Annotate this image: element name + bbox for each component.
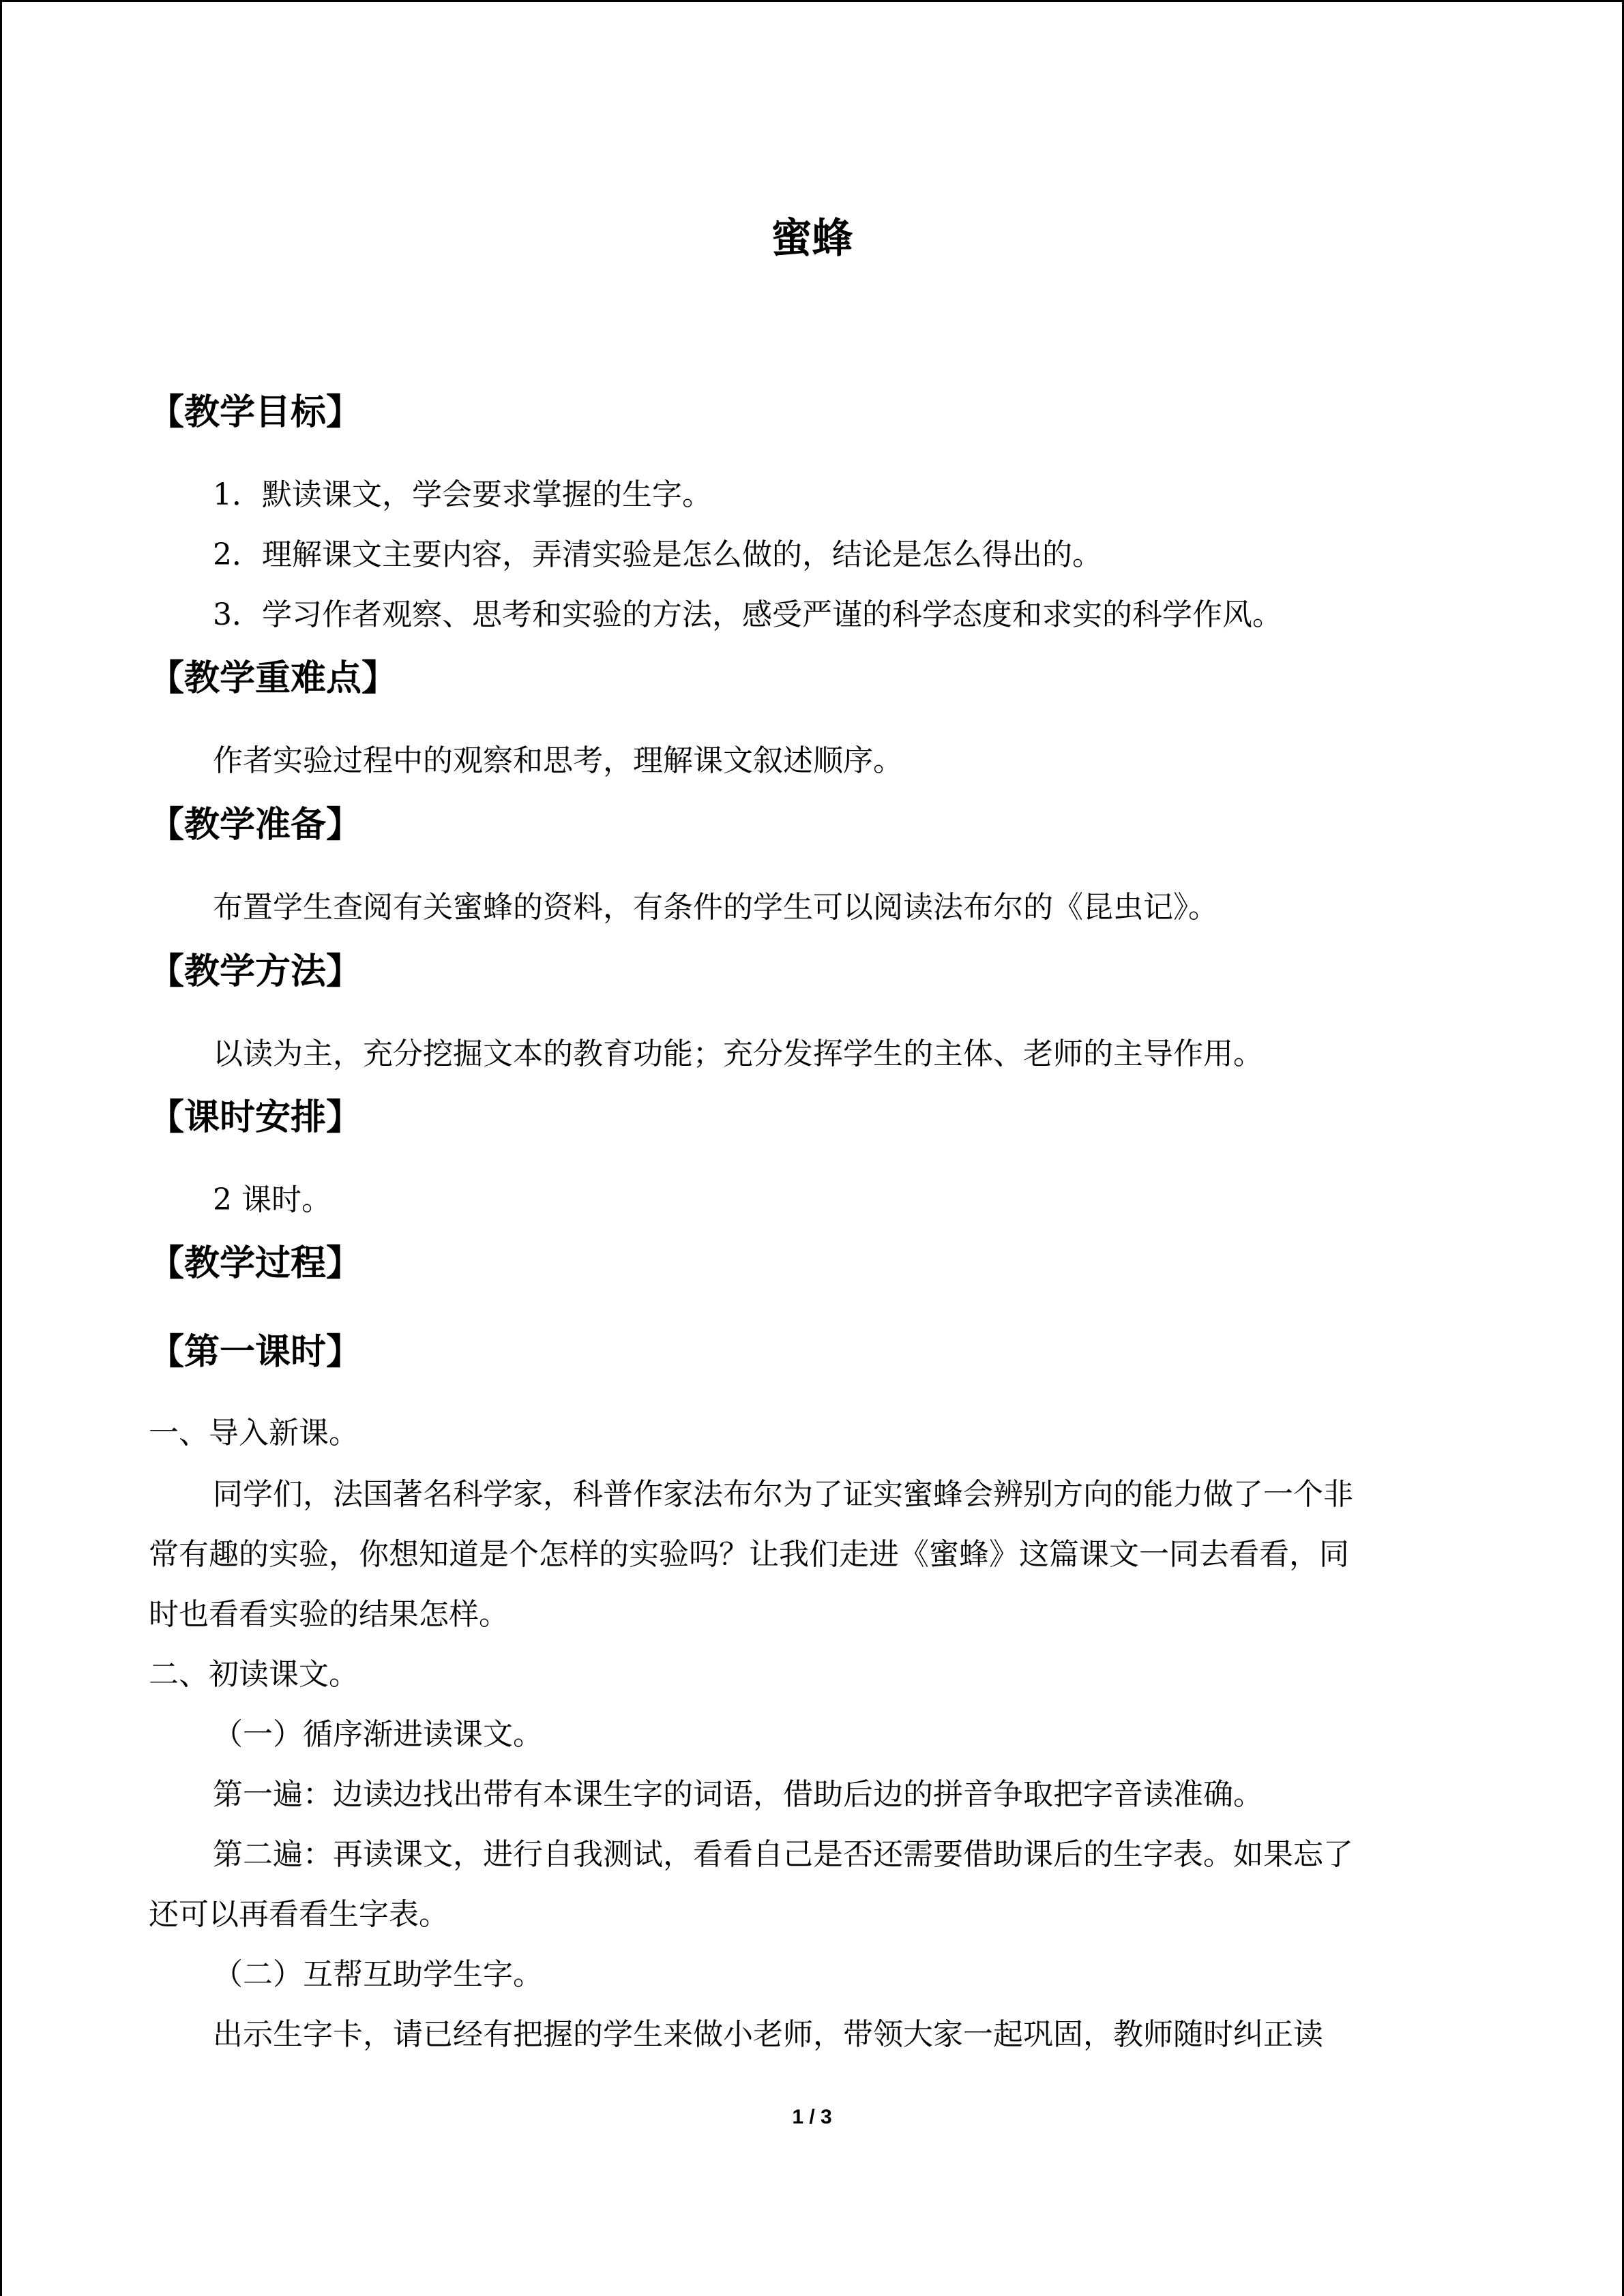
method-text: 以读为主，充分挖掘文本的教育功能；充分发挥学生的主体、老师的主导作用。 — [213, 1037, 1263, 1071]
schedule-text: 2 课时。 — [213, 1182, 331, 1217]
step-1-line-2: 常有趣的实验，你想知道是个怎样的实验吗？让我们走进《蜜蜂》这篇课文一同去看看，同 — [149, 1537, 1349, 1572]
step-2-cards: 出示生字卡，请已经有把握的学生来做小老师，带领大家一起巩固，教师随时纠正读 — [213, 2017, 1323, 2052]
heading-schedule: 【课时安排】 — [149, 1097, 362, 1138]
goal-item-2: 2．理解课文主要内容，弄清实验是怎么做的，结论是怎么得出的。 — [213, 537, 1102, 572]
page-number: 1 / 3 — [792, 2106, 832, 2128]
step-1-line-1: 同学们，法国著名科学家，科普作家法布尔为了证实蜜蜂会辨别方向的能力做了一个非 — [213, 1477, 1353, 1512]
step-2-second-read-2: 还可以再看看生字表。 — [149, 1897, 449, 1932]
step-2-sub-2: （二）互帮互助学生字。 — [213, 1957, 543, 1992]
heading-preparation: 【教学准备】 — [149, 805, 362, 846]
preparation-text: 布置学生查阅有关蜜蜂的资料，有条件的学生可以阅读法布尔的《昆虫记》。 — [213, 890, 1218, 925]
step-2-sub-1: （一）循序渐进读课文。 — [213, 1717, 543, 1752]
document-title: 蜜蜂 — [771, 215, 853, 263]
step-1-title: 一、导入新课。 — [149, 1416, 359, 1450]
step-1-line-3: 时也看看实验的结果怎样。 — [149, 1597, 509, 1632]
heading-teaching-goals: 【教学目标】 — [149, 392, 362, 433]
goal-item-3: 3．学习作者观察、思考和实验的方法，感受严谨的科学态度和求实的科学作风。 — [213, 597, 1282, 632]
heading-method: 【教学方法】 — [149, 951, 362, 992]
heading-process: 【教学过程】 — [149, 1243, 362, 1284]
goal-item-1: 1．默读课文，学会要求掌握的生字。 — [213, 477, 712, 512]
step-2-second-read-1: 第二遍：再读课文，进行自我测试，看看自己是否还需要借助课后的生字表。如果忘了 — [213, 1837, 1353, 1872]
heading-key-points: 【教学重难点】 — [149, 658, 398, 699]
step-2-title: 二、初读课文。 — [149, 1657, 359, 1692]
key-points-text: 作者实验过程中的观察和思考，理解课文叙述顺序。 — [213, 743, 903, 778]
step-2-first-read: 第一遍：边读边找出带有本课生字的词语，借助后边的拼音争取把字音读准确。 — [213, 1777, 1263, 1812]
heading-lesson-1: 【第一课时】 — [149, 1332, 362, 1373]
